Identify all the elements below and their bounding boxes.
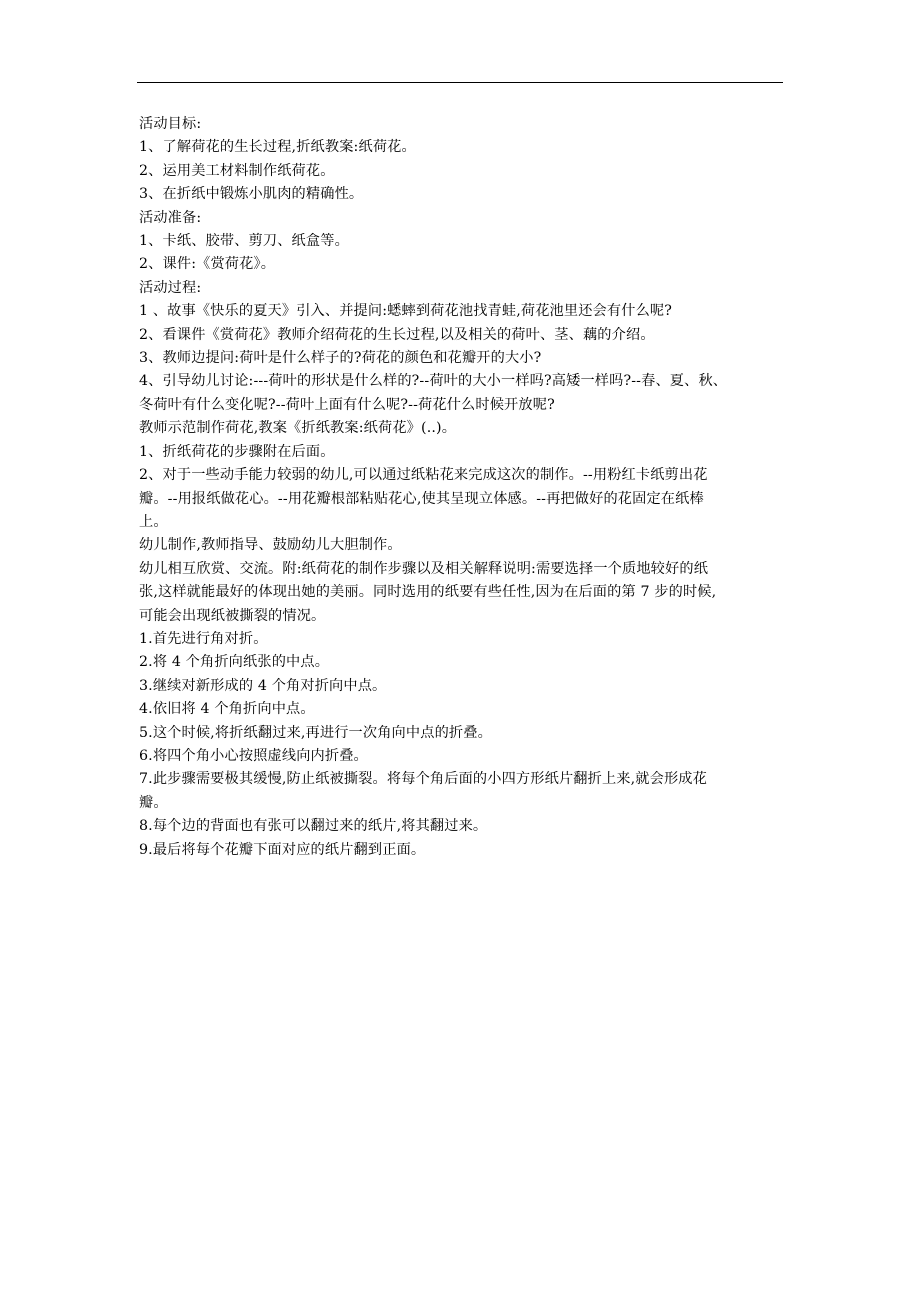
text-line: 4.依旧将 4 个角折向中点。 [139, 701, 315, 718]
text-line: 教师示范制作荷花,教案《折纸教案:纸荷花》(..)。 [139, 420, 457, 437]
text-line: 瓣。--用报纸做花心。--用花瓣根部粘贴花心,使其呈现立体感。--再把做好的花固定在纸棒 [139, 490, 704, 507]
text-line: 9.最后将每个花瓣下面对应的纸片翻到正面。 [139, 841, 426, 858]
text-line: 8.每个边的背面也有张可以翻过来的纸片,将其翻过来。 [139, 818, 488, 835]
text-line: 4、引导幼儿讨论:---荷叶的形状是什么样的?--荷叶的大小一样吗?高矮一样吗?--春、夏、秋、 [139, 373, 728, 390]
text-line: 2、课件:《赏荷花》。 [139, 256, 276, 273]
text-line: 活动准备: [139, 209, 202, 226]
text-line: 2、运用美工材料制作纸荷花。 [139, 162, 335, 179]
text-line: 3.继续对新形成的 4 个角对折向中点。 [139, 677, 387, 694]
text-line: 7.此步骤需要极其缓慢,防止纸被撕裂。将每个角后面的小四方形纸片翻折上来,就会形成花 [139, 771, 707, 788]
text-line: 冬荷叶有什么变化呢?--荷叶上面有什么呢?--荷花什么时候开放呢? [139, 396, 555, 413]
text-line: 可能会出现纸被撕裂的情况。 [139, 607, 326, 624]
text-line: 张,这样就能最好的体现出她的美丽。同时选用的纸要有些任性,因为在后面的第 7 步的时候, [139, 584, 717, 601]
text-line: 1、了解荷花的生长过程,折纸教案:纸荷花。 [139, 139, 416, 156]
text-line: 上。 [139, 513, 168, 530]
text-line: 1 、故事《快乐的夏天》引入、并提问:蟋蟀到荷花池找青蛙,荷花池里还会有什么呢? [139, 303, 672, 320]
document-body [139, 113, 789, 862]
text-line: 1、折纸荷花的步骤附在后面。 [139, 443, 335, 460]
text-line: 活动过程: [139, 279, 202, 296]
text-line: 瓣。 [139, 794, 168, 811]
text-line: 5.这个时候,将折纸翻过来,再进行一次角向中点的折叠。 [139, 724, 492, 741]
text-line: 1、卡纸、胶带、剪刀、纸盒等。 [139, 233, 349, 250]
text-line: 3、在折纸中锻炼小肌肉的精确性。 [139, 186, 364, 203]
text-line: 幼儿相互欣赏、交流。附:纸荷花的制作步骤以及相关解释说明:需要选择一个质地较好的纸 [139, 560, 709, 577]
text-line: 3、教师边提问:荷叶是什么样子的?荷花的颜色和花瓣开的大小? [139, 350, 542, 367]
text-line: 6.将四个角小心按照虚线向内折叠。 [139, 747, 368, 764]
text-line: 幼儿制作,教师指导、鼓励幼儿大胆制作。 [139, 537, 402, 554]
text-line: 2.将 4 个角折向纸张的中点。 [139, 654, 330, 671]
header-rule [137, 82, 783, 83]
text-line: 1.首先进行角对折。 [139, 630, 268, 647]
text-line: 2、对于一些动手能力较弱的幼儿,可以通过纸粘花来完成这次的制作。--用粉红卡纸剪出花 [139, 467, 708, 484]
text-line: 2、看课件《赏荷花》教师介绍荷花的生长过程,以及相关的荷叶、茎、藕的介绍。 [139, 326, 655, 343]
text-line: 活动目标: [139, 116, 202, 132]
